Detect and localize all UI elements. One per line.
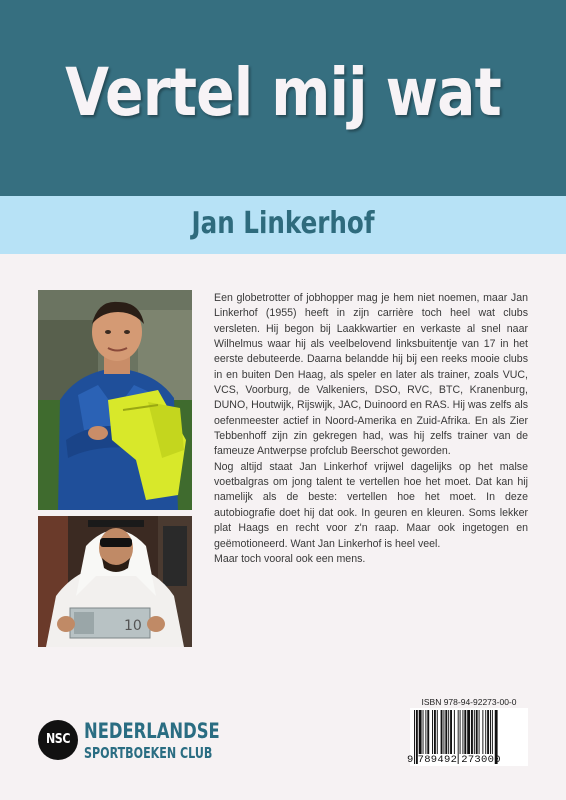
blurb-paragraph-3: Maar toch vooral ook een mens. bbox=[214, 552, 366, 565]
barcode-digits bbox=[407, 754, 531, 766]
barcode-bar bbox=[490, 710, 491, 754]
publisher-badge-text: NSC bbox=[45, 732, 71, 747]
barcode-bar bbox=[423, 710, 424, 754]
barcode-bar bbox=[487, 710, 489, 754]
author-name: Jan Linkerhof bbox=[191, 206, 375, 241]
barcode-bar bbox=[482, 710, 483, 754]
publisher-name-line2: SPORTBOEKEN CLUB bbox=[84, 744, 213, 762]
photo-trainer-image bbox=[38, 290, 192, 510]
barcode-digit-first: 9 bbox=[407, 754, 414, 766]
barcode-bar bbox=[479, 710, 480, 754]
author-band bbox=[0, 196, 566, 254]
blurb-paragraph-1: Een globetrotter of jobhopper mag je hem niet noemen, maar Jan Linkerhof (1955) heeft in zijn carrière toch heel wat clubs versleten. Hij begon bij Laakkwartier en verkaste al snel naar Wilhelmus waar hij als veelbelovend linksbuitentje van 17 in het eerste debuteerde. Daarna belandde hij bij een reeks mooie clubs in en buiten Den Haag, als speler en later als trainer, zoals VUC, VCS, Voorburg, de Valkeniers, DSO, RVC, BTC, Kranenburg, DUNO, Houtwijk, Rijswijk, JAC, Duinoord en RAS. Hij was zelfs als oefenmeester actief in Noord-Amerika en Zuid-Afrika. En als Zier Tebbenhoff zijn zin gekregen had, was hij zelfs trainer van de fameuze Antwerpse profclub Beerschot geworden. bbox=[214, 292, 528, 458]
barcode-bar bbox=[450, 710, 452, 754]
barcode-bar bbox=[419, 710, 422, 754]
barcode-bar bbox=[441, 710, 443, 754]
photo-sheikh-image bbox=[38, 516, 192, 647]
photo-sheikh bbox=[38, 516, 192, 647]
barcode-bar bbox=[474, 710, 475, 754]
isbn-label: ISBN 978-94-92273-00-0 bbox=[421, 697, 517, 707]
barcode-bar bbox=[445, 710, 447, 754]
svg-text:10: 10 bbox=[124, 618, 142, 634]
barcode-bar bbox=[462, 710, 463, 754]
photo-trainer bbox=[38, 290, 192, 510]
publisher-logo bbox=[38, 719, 228, 765]
barcode-bar bbox=[425, 710, 426, 754]
barcode-bar bbox=[448, 710, 449, 754]
barcode-bar bbox=[427, 710, 429, 754]
barcode-bar bbox=[492, 710, 493, 754]
title-band bbox=[0, 0, 566, 196]
barcode-digits-right: 273000 bbox=[461, 754, 501, 766]
blurb-paragraph-2: Nog altijd staat Jan Linkerhof vrijwel dagelijks op het malse voetbalgras om jong talent te vertellen hoe het moet. Dat kan hij namelijk als de beste: vertellen hoe het moet. In deze autobiografie doet hij dat ook. In geuren en kleuren. Soms lekker plat Haags en recht voor z'n raap. Maar ook ingetogen en geëmotioneerd. Want Jan Linkerhof is heel veel. bbox=[214, 460, 528, 550]
back-cover-blurb bbox=[214, 291, 528, 567]
barcode-bar bbox=[434, 710, 436, 754]
barcode-bar bbox=[432, 710, 433, 754]
publisher-name-line1: NEDERLANDSE bbox=[84, 719, 220, 743]
barcode-bar bbox=[485, 710, 486, 754]
publisher-badge bbox=[38, 720, 78, 760]
barcode-bar bbox=[464, 710, 466, 754]
barcode-digits-left: 789492 bbox=[417, 754, 458, 766]
barcode-bar bbox=[467, 710, 470, 754]
barcode-bar bbox=[437, 710, 438, 754]
barcode-bar bbox=[471, 710, 473, 754]
barcode-bar bbox=[460, 710, 461, 754]
book-title: Vertel mij wat bbox=[65, 54, 501, 131]
barcode-bar bbox=[454, 710, 455, 754]
barcode-bar bbox=[443, 710, 444, 754]
barcode-bar bbox=[476, 710, 478, 754]
